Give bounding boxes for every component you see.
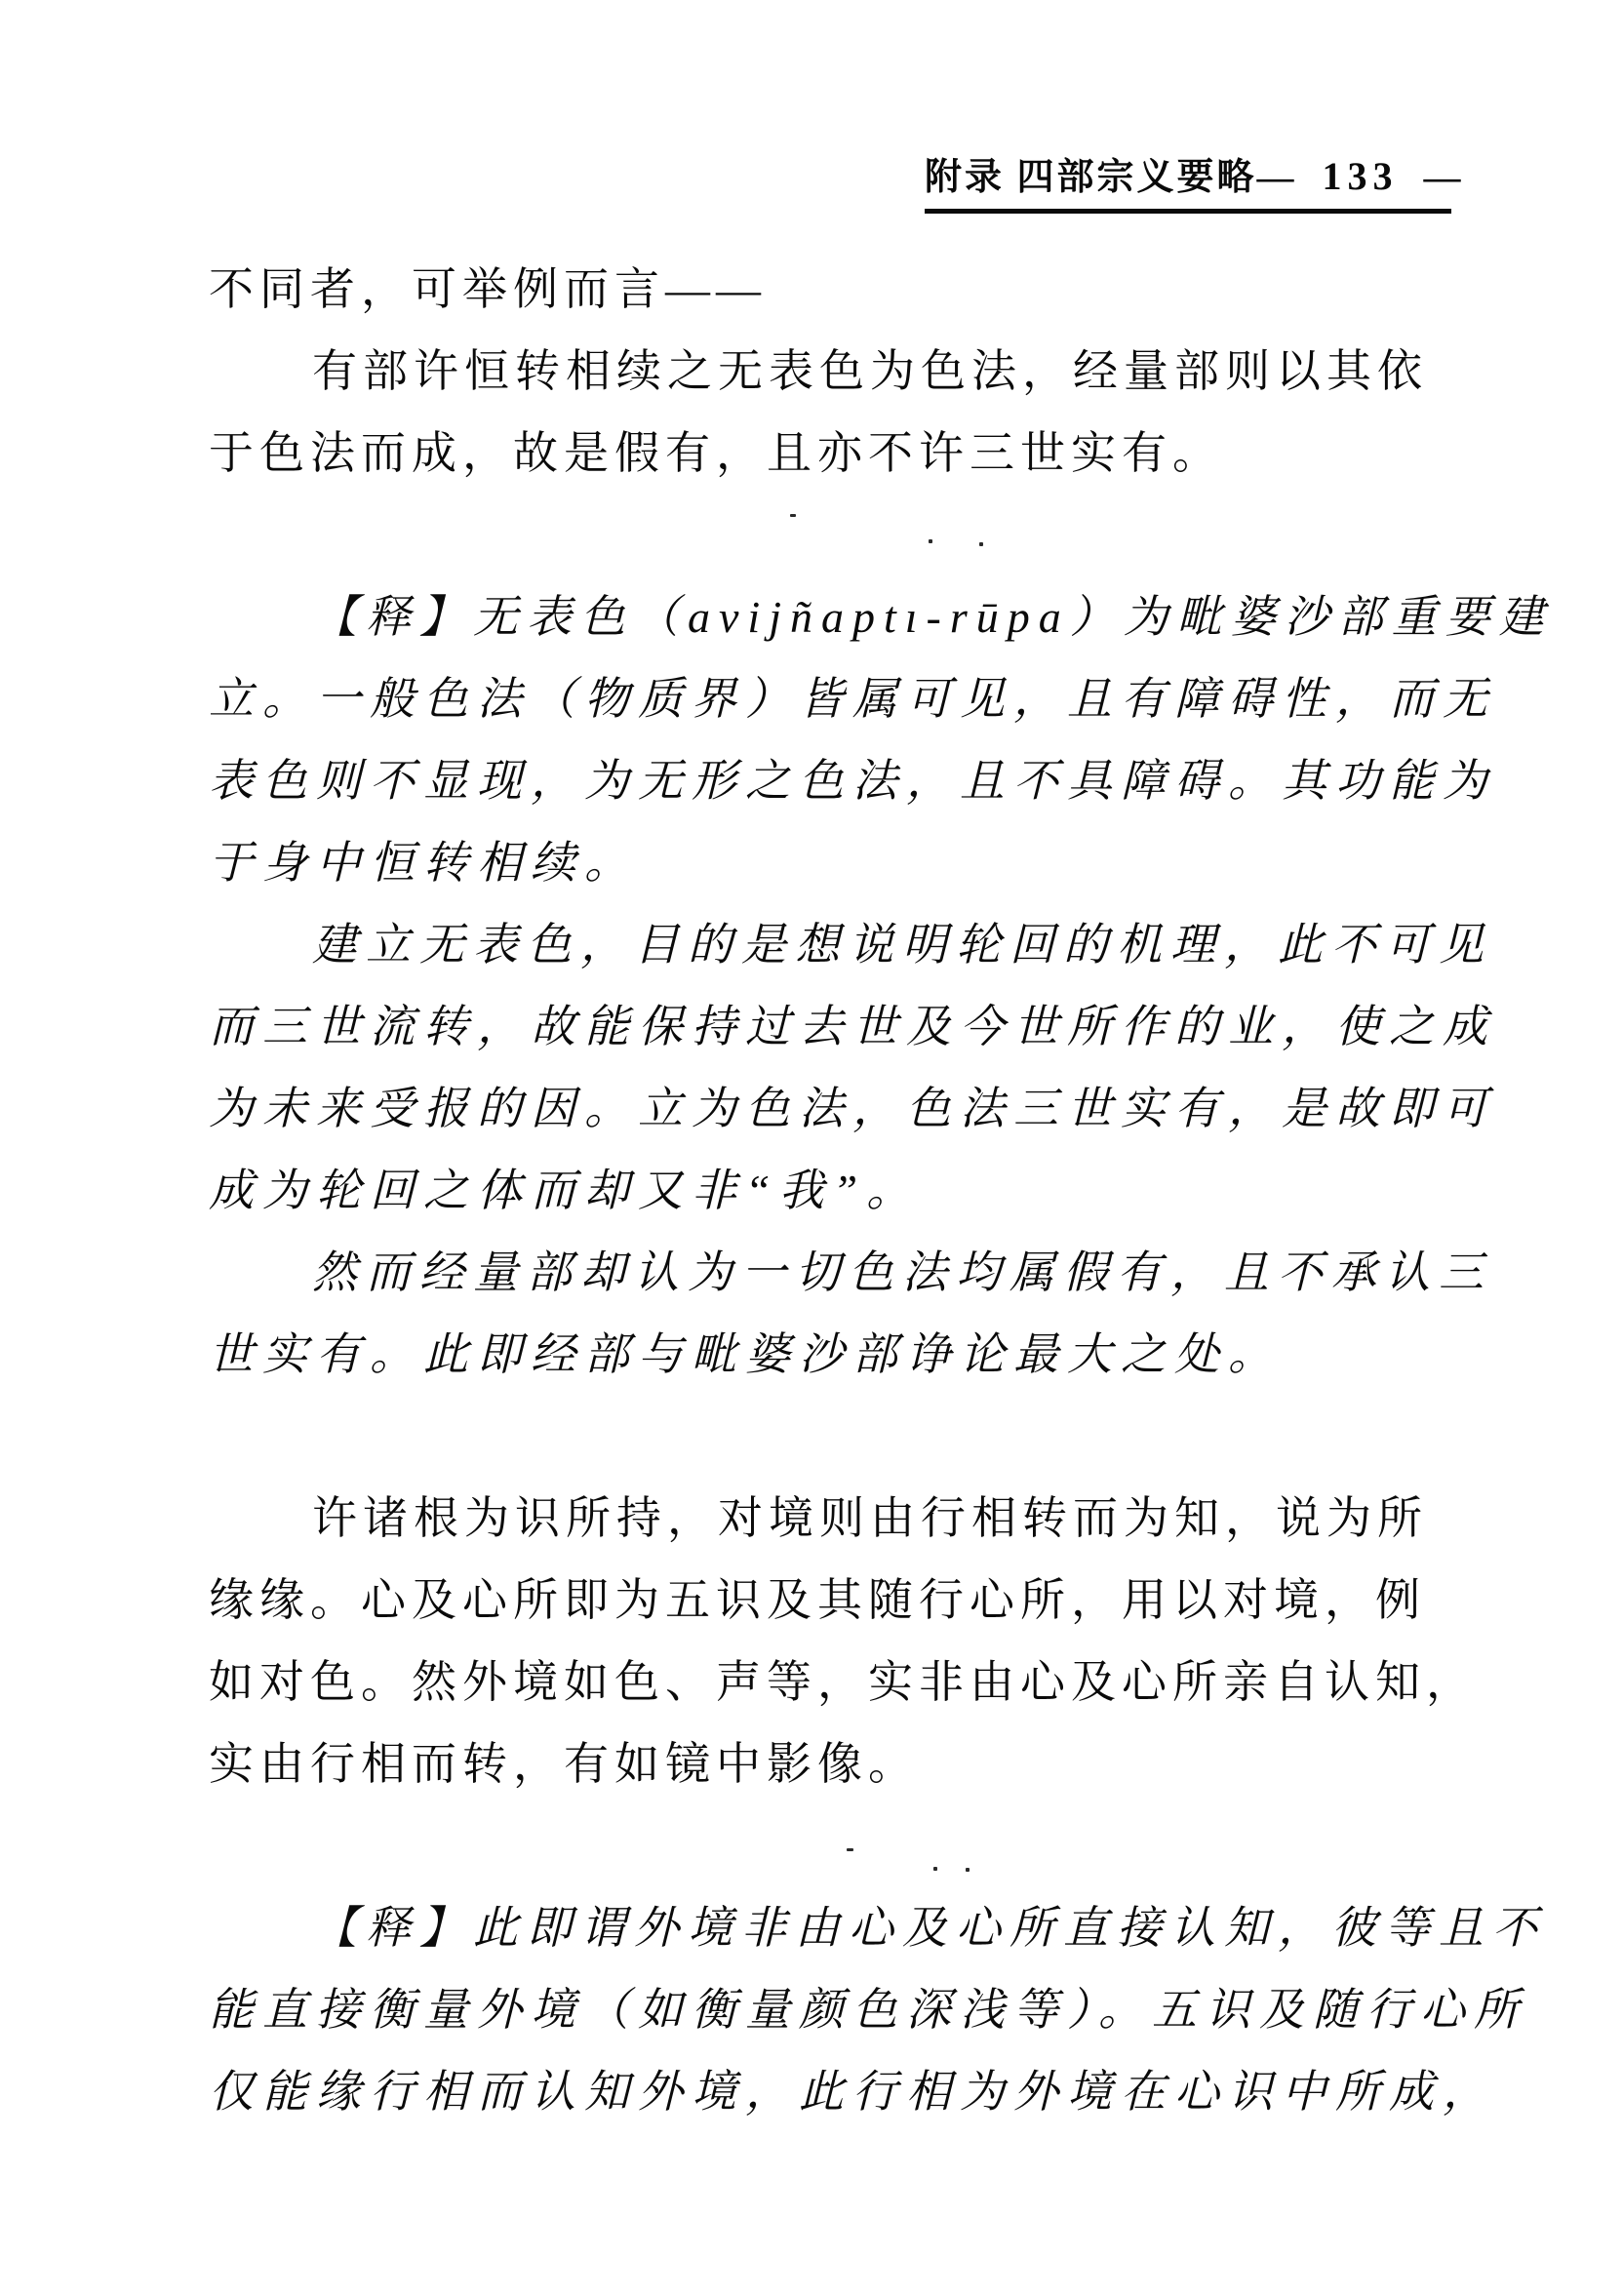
page-number-dash-right: — (1423, 157, 1464, 198)
running-title: 附录 四部宗义要略 (925, 157, 1257, 198)
text-line: 为未来受报的因。立为色法，色法三世实有，是故即可 (209, 1084, 1496, 1133)
text-line: 而三世流转，故能保持过去世及今世所作的业，使之成 (209, 1002, 1496, 1051)
text-line: 许诸根为识所持，对境则由行相转而为知，说为所 (312, 1493, 1428, 1543)
page-number: 133 (1322, 154, 1399, 198)
paragraph (209, 1478, 1477, 1805)
text-line: 不同者，可举例而言—— (209, 264, 767, 314)
text-line: 【释】无表色（avijñaptı-rūpa）为毗婆沙部重要建 (312, 592, 1553, 642)
scan-speck (933, 1867, 937, 1871)
text-line: 于身中恒转相续。 (209, 838, 638, 888)
scan-speck (790, 514, 796, 517)
paragraph (209, 249, 1463, 331)
text-column (209, 249, 1553, 2133)
page-number-dash-left: — (1256, 157, 1297, 198)
commentary-paragraph (209, 1887, 1546, 2133)
paragraph (209, 331, 1463, 495)
text-line: 建立无表色，目的是想说明轮回的机理，此不可见 (312, 920, 1492, 970)
text-line: 表色则不显现，为无形之色法，且不具障碍。其功能为 (209, 756, 1496, 806)
text-line: 如对色。然外境如色、声等，实非由心及心所亲自认知， (209, 1657, 1477, 1707)
scan-speck (929, 539, 932, 543)
text-line: 【释】此即谓外境非由心及心所直接认知，彼等且不 (312, 1903, 1546, 1953)
scan-speck (979, 542, 983, 546)
page-number-block (1257, 153, 1464, 199)
text-line: 然而经量部却认为一切色法均属假有，且不承认三 (312, 1247, 1492, 1297)
scan-speck (847, 1848, 853, 1851)
text-line: 立。一般色法（物质界）皆属可见，且有障碍性，而无 (209, 674, 1496, 724)
commentary-paragraph (209, 1232, 1492, 1396)
text-line: 实由行相而转，有如镜中影像。 (209, 1739, 919, 1789)
text-line: 世实有。此即经部与毗婆沙部诤论最大之处。 (209, 1329, 1282, 1379)
text-line: 仅能缘行相而认知外境，此行相为外境在心识中所成， (209, 2067, 1496, 2117)
text-line: 于色法而成，故是假有，且亦不许三世实有。 (209, 428, 1223, 478)
scan-speck (966, 1868, 970, 1872)
text-line: 有部许恒转相续之无表色为色法，经量部则以其依 (312, 346, 1428, 396)
commentary-paragraph (209, 576, 1553, 904)
text-line: 能直接衡量外境（如衡量颜色深浅等）。五识及随行心所 (209, 1985, 1527, 2035)
page-header (925, 146, 1464, 214)
text-line: 缘缘。心及心所即为五识及其随行心所，用以对境，例 (209, 1575, 1426, 1625)
text-line: 成为轮回之体而却又非“我”。 (209, 1166, 921, 1215)
commentary-paragraph (209, 904, 1496, 1232)
